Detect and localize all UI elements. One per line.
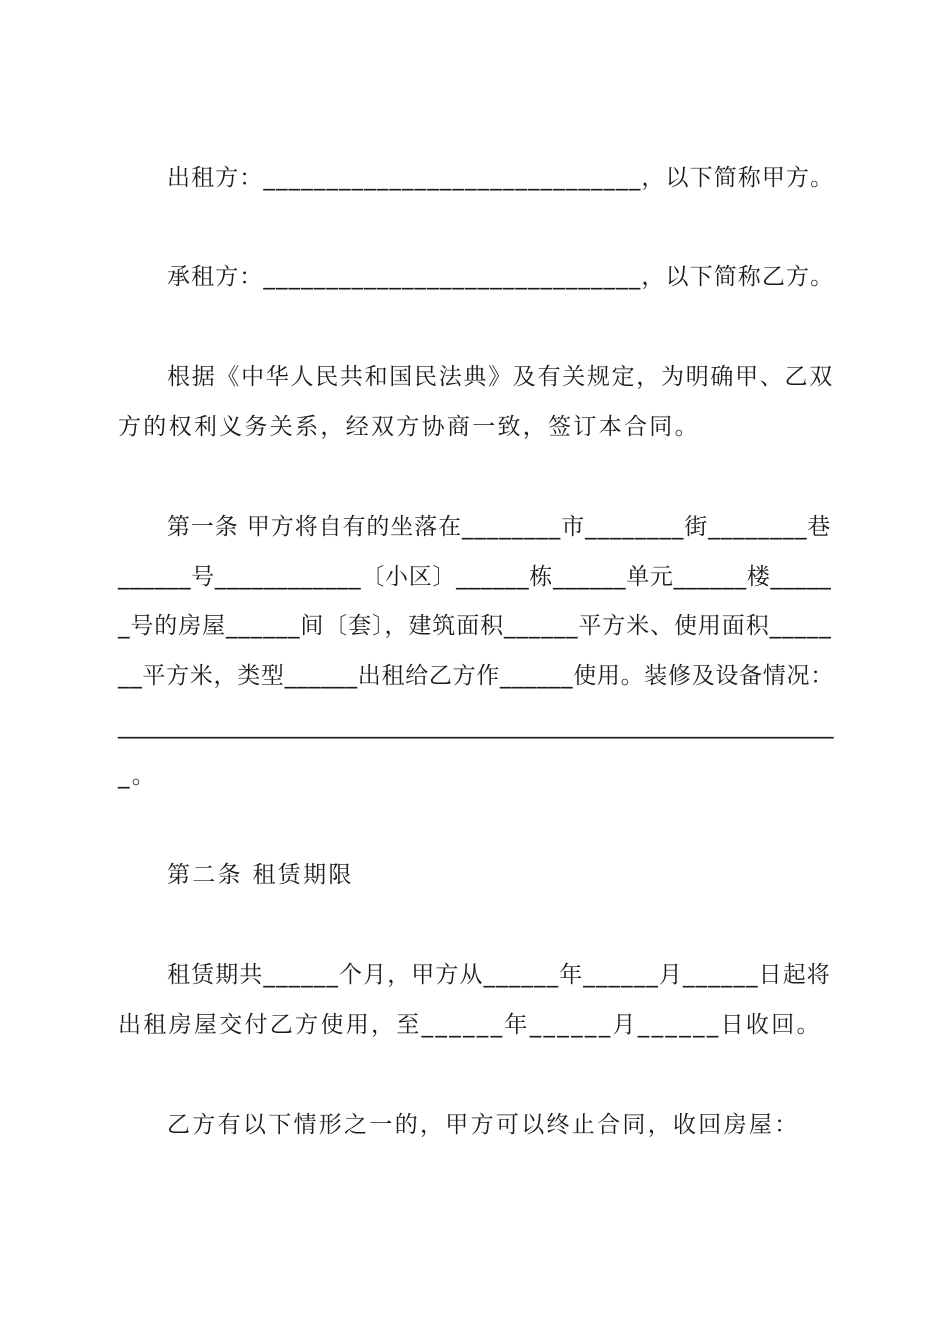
article-1-line-3: _号的房屋______间〔套〕，建筑面积______平方米、使用面积_____	[118, 613, 832, 639]
article-1-line-1: 第一条 甲方将自有的坐落在________市________街________巷	[167, 514, 832, 540]
termination-conditions-line: 乙方有以下情形之一的，甲方可以终止合同，收回房屋：	[167, 1112, 800, 1138]
lessor-line: 出租方：______________________________，以下简称甲方。	[167, 165, 835, 191]
lease-term-line-1: 租赁期共______个月，甲方从______年______月______日起将	[167, 962, 831, 988]
article-1-blank-line: _________________________________________________________________	[118, 713, 833, 739]
article-1-line-4: __平方米，类型______出租给乙方作______使用。装修及设备情况：	[118, 663, 834, 689]
lease-term-line-2: 出租房屋交付乙方使用，至______年______月______日收回。	[118, 1012, 822, 1038]
article-2-heading: 第二条 租赁期限	[167, 862, 354, 888]
lessee-line: 承租方：______________________________，以下简称乙方。	[167, 264, 835, 290]
preamble-line-1: 根据《中华人民共和国民法典》及有关规定，为明确甲、乙双	[167, 364, 834, 390]
preamble-line-2: 方的权利义务关系，经双方协商一致，签订本合同。	[118, 414, 700, 440]
article-1-line-end: _。	[118, 763, 158, 789]
article-1-line-2: ______号____________〔小区〕______栋______单元______楼_____	[118, 564, 832, 590]
